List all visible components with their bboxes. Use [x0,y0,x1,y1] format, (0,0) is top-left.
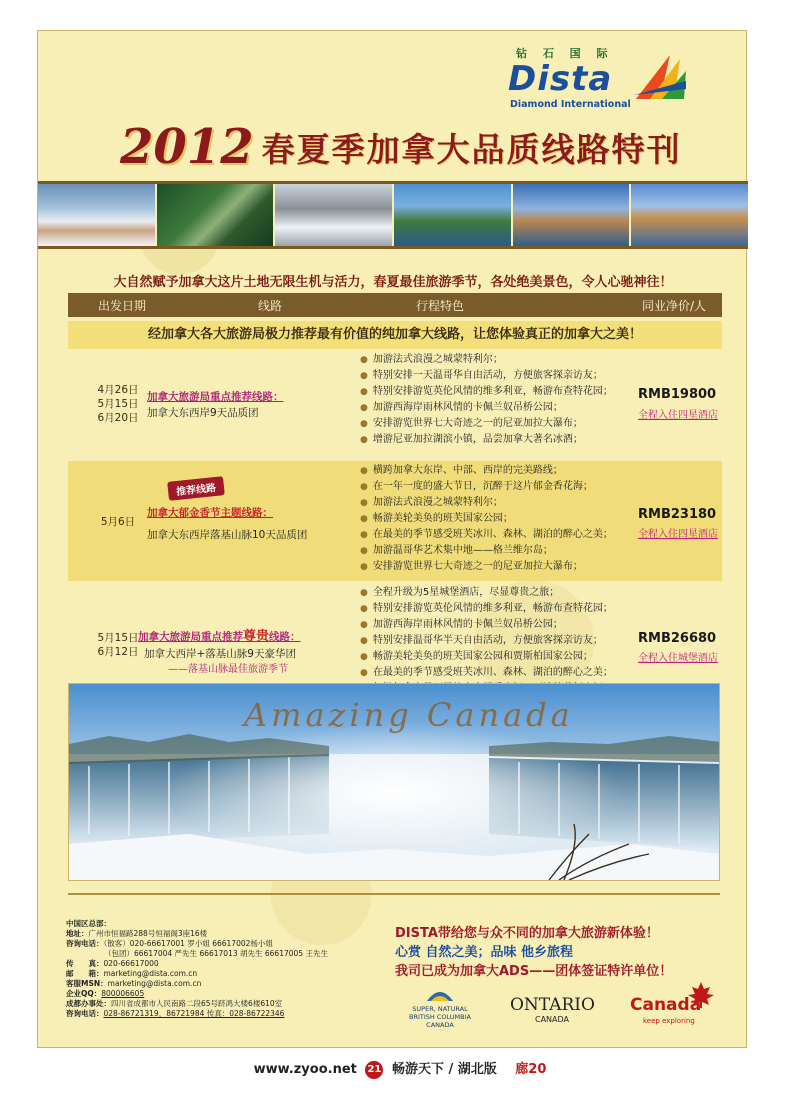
route-price-note[interactable]: 全程入住城堡酒店 [638,653,718,664]
ontario-logo-sub: CANADA [535,1015,570,1024]
feature-item: ● 加游法式浪漫之城蒙特利尔； [360,352,613,368]
contact-line [66,959,366,969]
contact-label: 成都办事处： [66,999,111,1008]
feature-item: ● 畅游美轮美奂的班芙国家公园和贾斯柏国家公园； [360,649,613,665]
feature-item: ● 特别安排一天温哥华自由活动，方便旅客探亲访友； [360,368,613,384]
contact-line [66,939,366,949]
footer-divider [68,893,720,895]
route-price: RMB26680 [638,631,717,646]
contact-label: 企业QQ： [66,989,102,998]
contact-value: 四川省成都市人民南路二段65号跻鸿大楼6楼610室 [111,999,283,1008]
amazing-canada-caption: Amazing Canada [244,696,574,734]
footer-page-number: 廊20 [515,1062,547,1077]
route-name: 加拿大东西岸9天品质团 [147,407,259,419]
feature-item: ● 在最美的季节感受班芙冰川、森林、湖泊的醉心之美； [360,527,613,543]
page-footer [0,1058,800,1079]
route-name: 加拿大西岸+落基山脉9天豪华团 [144,648,296,660]
photo-suspension-bridge [157,184,276,246]
contact-value: 028-86721319，86721984 传真：028-86722346 [103,1009,285,1018]
diamond-wing-icon [630,51,688,103]
contact-value: 020-66617000 [103,959,159,968]
date-item: 6月20日 [97,412,139,424]
bc-text: BRITISH COLUMBIA [408,1013,471,1021]
feature-item: ● 安排游览世界七大奇迹之一的尼亚加拉大瀑布； [360,559,613,575]
title-year: 2012 [120,119,254,175]
contact-line [66,979,366,989]
bc-text: CANADA [426,1021,454,1029]
photo-city-park [394,184,513,246]
feature-item: ● 特别安排游览英伦风情的维多利亚，畅游布查特花园； [360,384,613,400]
photo-snowy-street [275,184,394,246]
logo-chinese: 钻 石 国 际 [516,47,614,60]
feature-item: ● 增游尼亚加拉湖滨小镇，品尝加拿大著名冰酒； [360,432,613,448]
header-route: 线路 [258,298,283,313]
slogans [395,924,735,981]
contact-label: 咨询电话： [66,1009,104,1018]
route-features [360,352,613,448]
route-title [138,625,301,644]
route-title-part: 线路： [269,631,301,643]
contact-label: 地址： [66,929,89,938]
magazine-page [37,30,747,1048]
contact-line [66,999,366,1009]
contact-value: 广州市恒福路288号恒福阁3座16楼 [88,929,208,938]
contact-line [66,989,366,999]
feature-item: ● 安排游览世界七大奇迹之一的尼亚加拉大瀑布； [360,416,613,432]
route-row [68,349,722,459]
contact-line [66,1009,366,1019]
route-price-note[interactable]: 全程入住四星酒店 [638,410,718,421]
route-dates [88,515,148,529]
feature-item: ● 在一年一度的盛大节日，沉醉于这片郁金香花海； [360,479,613,495]
contact-email[interactable]: marketing@dista.com.cn [103,969,198,978]
date-item: 4月26日 [97,384,139,396]
logo-wordmark: Dista [508,59,613,99]
route-features [360,585,613,697]
photo-victoria-harbor [513,184,632,246]
logo-subtitle: Diamond International [510,99,631,110]
date-item: 5月15日 [97,398,139,410]
contact-label: 传 真： [66,959,104,968]
route-title-emphasis: 尊贵 [243,629,270,644]
photo-parliament-building [631,184,748,246]
feature-item: ● 畅游美轮美奂的班芙国家公园； [360,511,613,527]
feature-item: ● 加游西海岸雨林风情的卡佩兰奴吊桥公园； [360,400,613,416]
recommended-badge: 推荐线路 [167,476,225,501]
header-features: 行程特色 [416,298,465,313]
niagara-falls-photo [68,683,720,881]
route-price-note[interactable]: 全程入住四星酒店 [638,529,718,540]
route-title: 加拿大旅游局重点推荐线路： [147,391,284,403]
footer-website[interactable]: www.zyoo.net [253,1062,357,1077]
dista-logo [508,45,688,120]
ontario-logo: ONTARIO [510,995,595,1015]
contact-value: 800006605 [101,989,145,998]
contact-label: 中国区总部： [66,919,111,928]
photo-strip [38,181,748,249]
route-price: RMB23180 [638,507,717,522]
route-row [68,461,722,581]
date-item: 5月6日 [100,516,136,528]
route-features [360,463,613,575]
bc-logo-icon [425,987,455,1003]
feature-item: ● 横跨加拿大东岸、中部、西岸的完美路线； [360,463,613,479]
route-dates [88,383,148,425]
contact-line [66,929,366,939]
table-header [68,293,722,317]
partner-logos [395,981,725,1036]
feature-item: ● 加游法式浪漫之城蒙特利尔； [360,495,613,511]
route-title: 加拿大郁金香节主题线路： [147,507,273,519]
title-text: 春夏季加拿大品质线路特刊 [261,129,682,169]
table-subheading: 经加拿大各大旅游局极力推荐最有价值的纯加拿大线路，让您体验真正的加拿大之美！ [68,321,722,349]
slogan-line: DISTA带给您与众不同的加拿大旅游新体验！ [395,926,659,941]
slogan-line: 我司已成为加拿大ADS——团体签证特许单位！ [395,964,673,979]
contact-label: 客服MSN： [66,979,108,988]
date-item: 5月15日 [97,632,139,644]
footer-magazine: 畅游天下 / 湖北版 [391,1062,497,1077]
feature-item: ● 加游温哥华艺术集中地——格兰维尔岛； [360,543,613,559]
contact-value: （包团）66617004 严先生 66617013 胡先生 66617005 王先生 [104,949,328,958]
feature-item: ● 全程升级为5星城堡酒店，尽显尊贵之旅； [360,585,613,601]
feature-item: ● 加游西海岸雨林风情的卡佩兰奴吊桥公园； [360,617,613,633]
date-item: 6月12日 [97,646,139,658]
route-name: 加拿大东西岸落基山脉10天品质团 [147,529,308,541]
feature-item: ● 在最美的季节感受班芙冰川、森林、湖泊的醉心之美； [360,665,613,681]
header-date: 出发日期 [98,298,147,313]
canada-logo-sub: keep exploring [643,1017,695,1025]
slogan-line: 心赏 自然之美；品味 他乡旅程 [395,945,574,960]
contact-value: （散客）020-66617001 罗小姐 66617002杨小姐 [103,939,273,948]
contact-line [66,919,366,929]
main-title [120,119,720,183]
contact-label: 邮 箱： [66,969,104,978]
route-price: RMB19800 [638,387,717,402]
bc-text: SUPER, NATURAL [412,1005,468,1013]
bc-logo [395,987,485,1029]
contact-line [66,969,366,979]
feature-item: ● 特别安排游览英伦风情的维多利亚，畅游布查特花园； [360,601,613,617]
footer-logo-icon: 21 [365,1061,383,1079]
canada-logo: Canada [630,995,702,1015]
contact-info [66,919,366,1019]
contact-line [66,949,366,959]
route-title-part: 加拿大旅游局重点推荐 [138,631,243,643]
feature-item: ● 特别安排温哥华半天自由活动，方便旅客探亲访友； [360,633,613,649]
header-price: 同业净价/人 [642,298,707,313]
intro-text: 大自然赋予加拿大这片土地无限生机与活力，春夏最佳旅游季节，各处绝美景色，令人心驰神往！ [113,275,673,290]
photo-winter-lodge [38,184,157,246]
contact-label: 咨询电话： [66,939,104,948]
route-subtitle: ——落基山脉最佳旅游季节 [168,664,288,675]
contact-msn[interactable]: marketing@dista.com.cn [107,979,202,988]
